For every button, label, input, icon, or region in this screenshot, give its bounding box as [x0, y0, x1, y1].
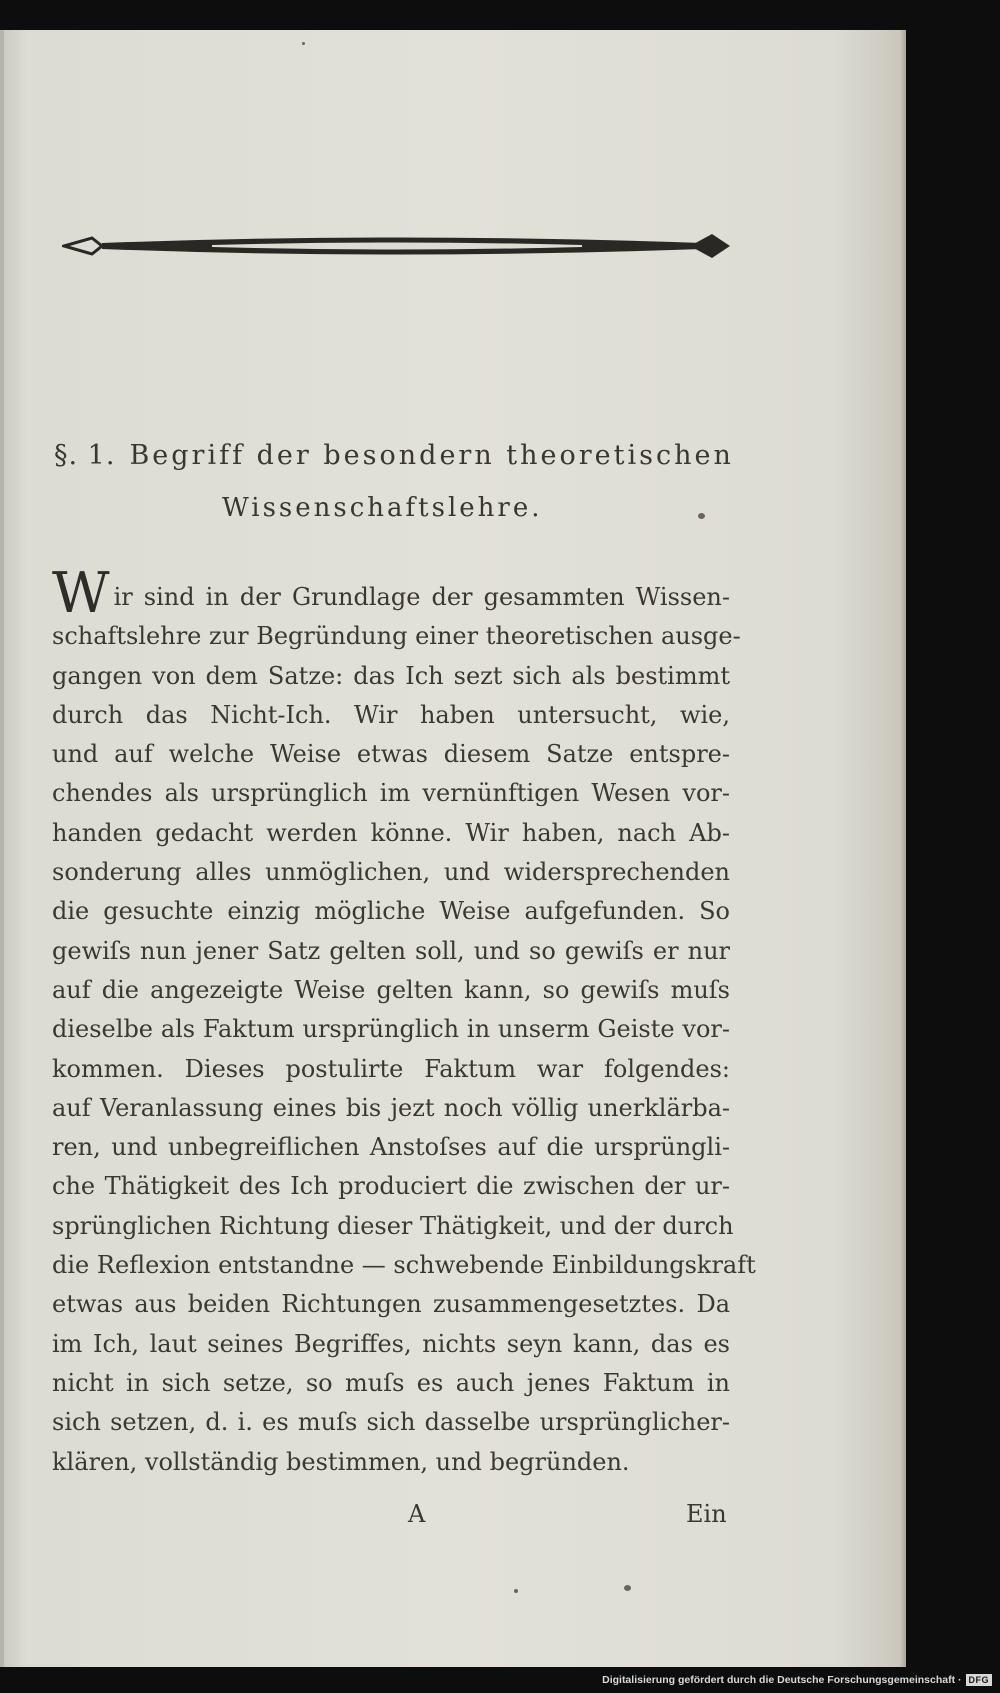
text-line: nicht in sich setze, so muſs es auch jenes Faktum in [52, 1368, 730, 1397]
text-line: che Thätigkeit des Ich produciert die zwischen der ur- [52, 1172, 730, 1201]
section-title-line-1: Begriff der besondern theoretischen [129, 440, 734, 471]
section-heading [54, 440, 734, 471]
section-number: §. 1. [54, 440, 116, 471]
text-line: klären, vollständig bestimmen, und begründen. [52, 1447, 630, 1476]
text-line: chendes als ursprünglich im vernünftigen Wesen vor- [52, 779, 730, 808]
paper-speck [302, 42, 305, 45]
decorative-rule-ornament [62, 226, 732, 266]
text-line: auf die angezeigte Weise gelten kann, so gewiſs muſs [52, 975, 730, 1004]
drop-cap: W [52, 561, 110, 626]
page-left-edge [0, 30, 4, 1667]
text-line: ir sind in der Grundlage der gesammten Wissen- [113, 583, 730, 611]
paper-speck [698, 513, 705, 519]
text-line: gewiſs nun jener Satz gelten soll, und so gewiſs er nur [52, 936, 730, 965]
text-line: dieselbe als Faktum ursprünglich in unserm Geiste vor- [52, 1015, 730, 1044]
signature-mark: A [408, 1500, 426, 1528]
digitization-notice-text: Digitalisierung gefördert durch die Deutsche Forschungsgemeinschaft · [602, 1674, 962, 1686]
text-line: sprünglichen Richtung dieser Thätigkeit, und der durch [52, 1211, 734, 1240]
text-line: kommen. Dieses postulirte Faktum war folgendes: [52, 1054, 730, 1083]
text-line: die Reflexion entstandne — schwebende Einbildungskraft [52, 1251, 756, 1280]
text-line: gangen von dem Satze: das Ich sezt sich als bestimmt [52, 661, 730, 690]
text-line: schaftslehre zur Begründung einer theoretischen ausge- [52, 622, 741, 651]
catchword: Ein [686, 1500, 727, 1528]
text-line: etwas aus beiden Richtungen zusammengesetztes. Da [52, 1290, 730, 1319]
text-line: durch das Nicht-Ich. Wir haben untersucht, wie, [52, 700, 730, 729]
text-line: ren, und unbegreiflichen Anstoſses auf die ursprüngli- [52, 1133, 730, 1162]
text-line: auf Veranlassung eines bis jezt noch völlig unerklärba- [52, 1093, 730, 1122]
digitization-notice [602, 1671, 992, 1689]
text-line: die gesuchte einzig mögliche Weise aufgefunden. So [52, 897, 730, 926]
body-paragraph [52, 561, 756, 1482]
text-line: im Ich, laut seines Begriffes, nichts seyn kann, das es [52, 1329, 730, 1358]
dfg-logo: DFG [966, 1674, 993, 1686]
text-line: sich setzen, d. i. es muſs sich dasselbe ursprünglicher- [52, 1408, 730, 1437]
text-line: handen gedacht werden könne. Wir haben, nach Ab- [52, 818, 730, 847]
section-title-line-2: Wissenschaftslehre. [222, 493, 543, 523]
text-line: und auf welche Weise etwas diesem Satze entspre- [52, 740, 730, 769]
page-right-edge [900, 30, 906, 1667]
book-page [0, 30, 906, 1667]
paper-speck [624, 1585, 631, 1591]
text-line: sonderung alles unmöglichen, und widersprechenden [52, 858, 730, 887]
paper-speck [514, 1589, 518, 1593]
